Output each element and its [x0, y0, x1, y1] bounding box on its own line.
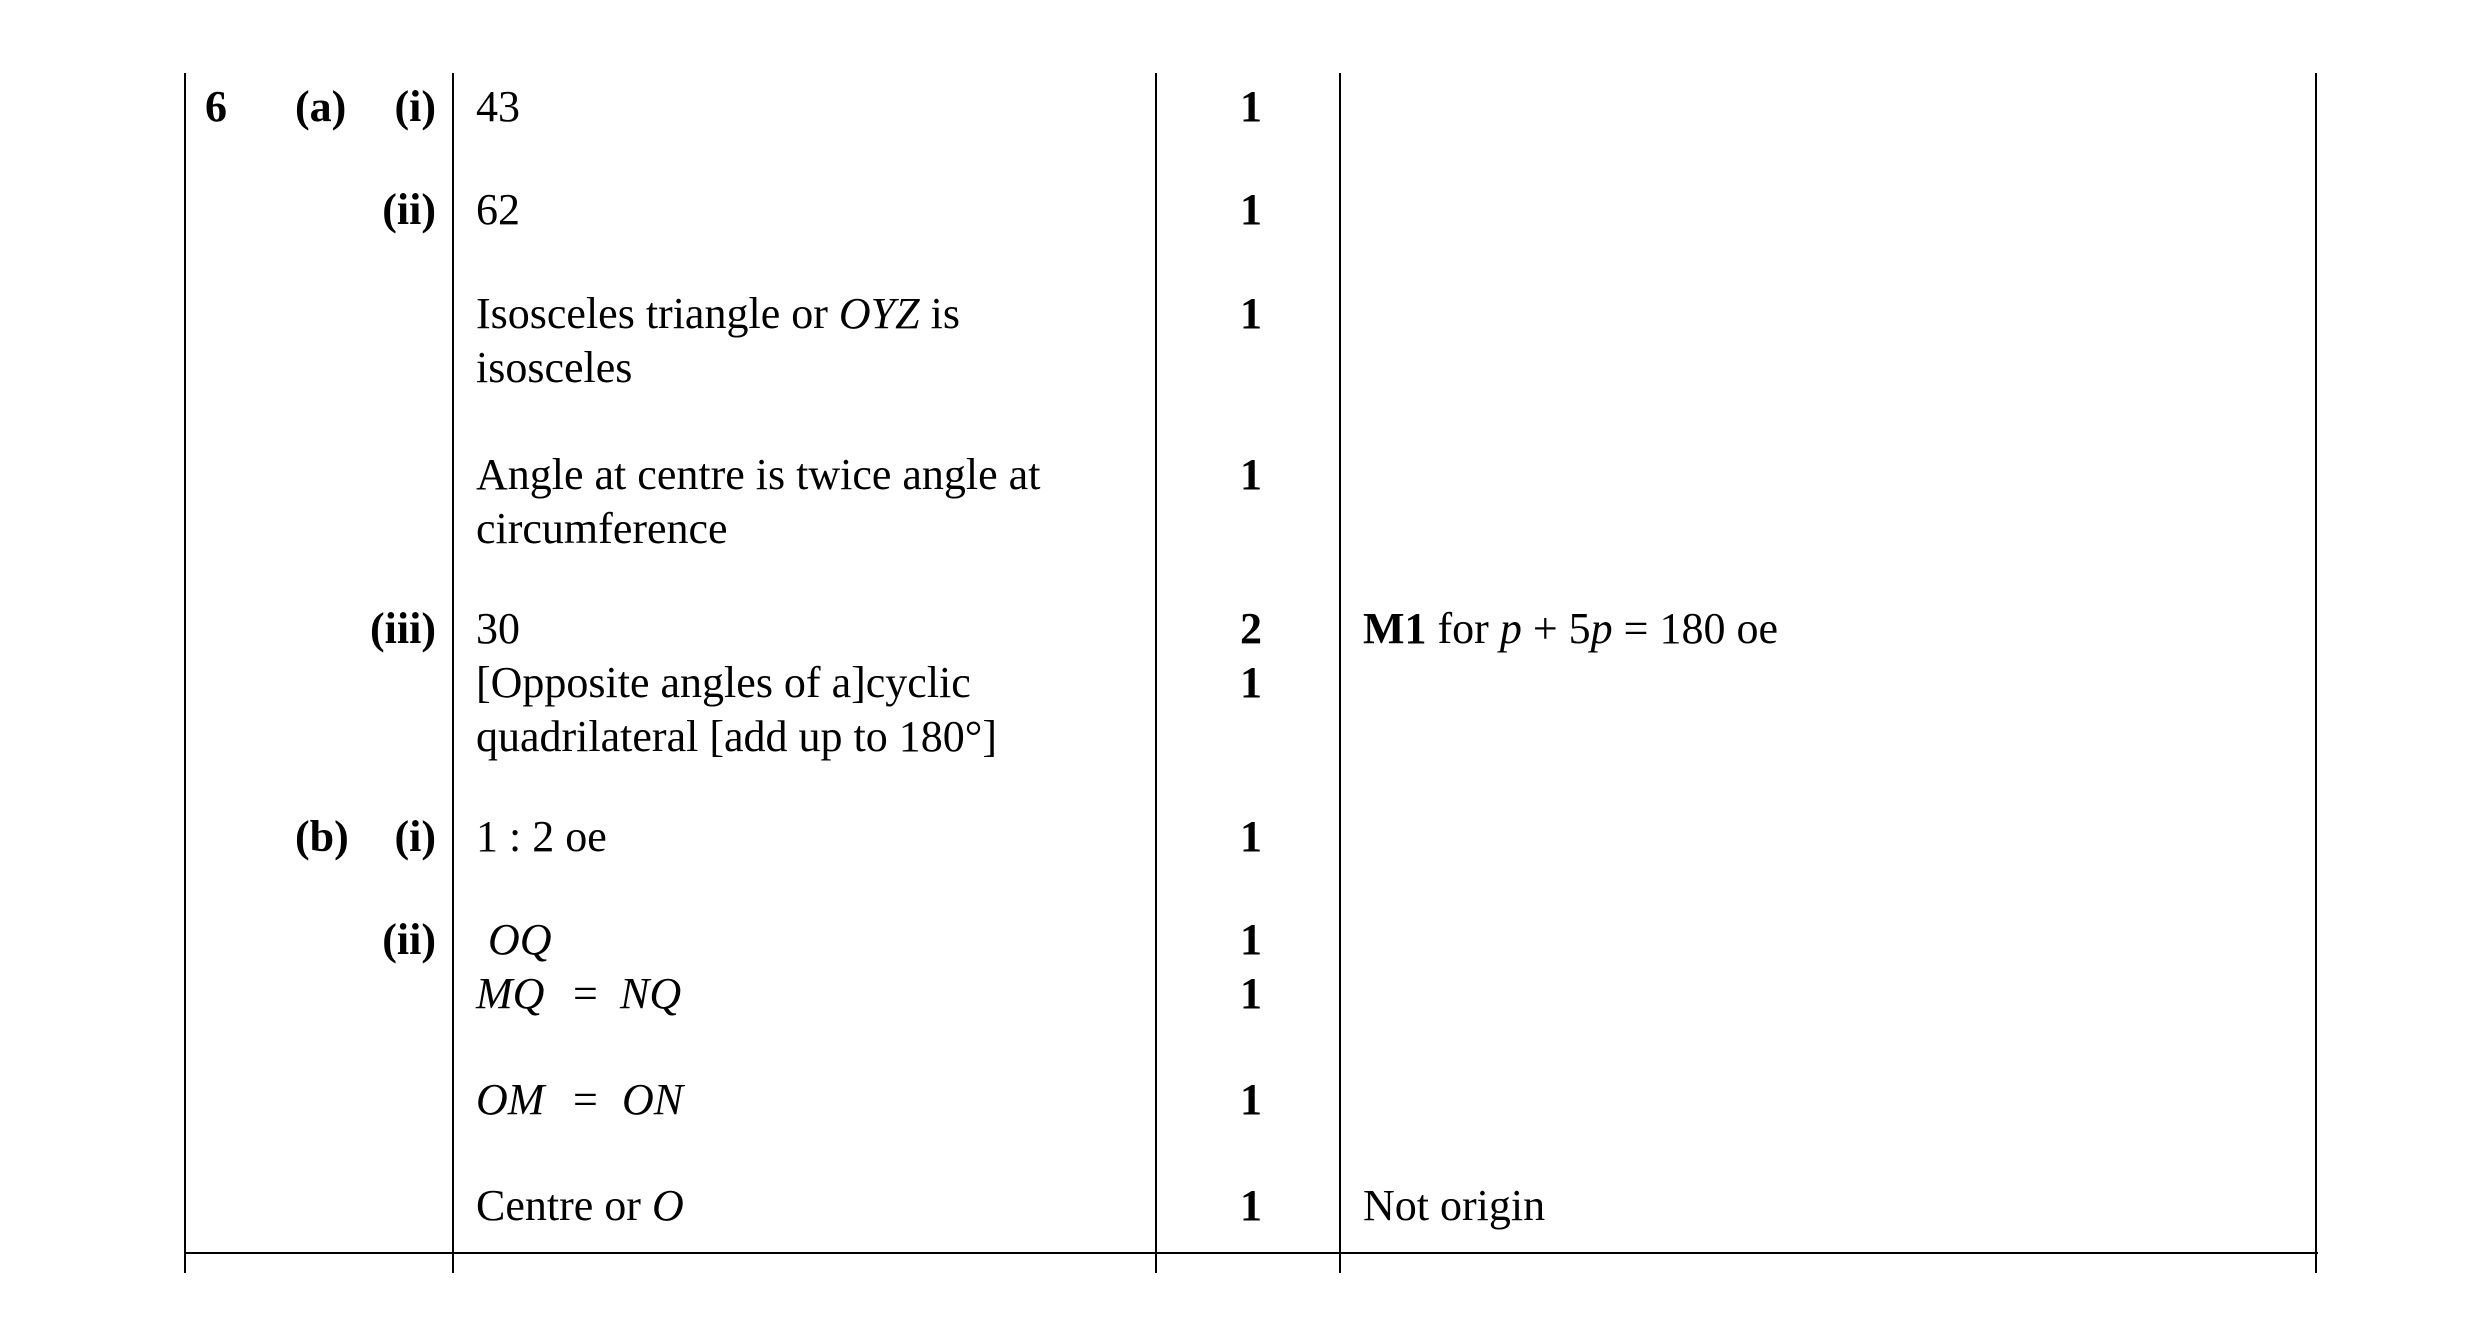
note-fragment: p — [1590, 604, 1613, 653]
mark: 1 — [1240, 658, 1262, 707]
question-number: 6 — [205, 82, 227, 131]
answer-fragment: O — [651, 1181, 684, 1230]
answer-text: [Opposite angles of a]cyclic — [476, 658, 971, 707]
mark: 1 — [1240, 1075, 1262, 1124]
method-mark: M1 — [1363, 604, 1427, 653]
answer-text: 62 — [476, 185, 520, 234]
part-label: (a) — [295, 82, 347, 131]
answer-text: isosceles — [476, 343, 633, 392]
table-bottom-rule — [184, 1252, 2318, 1254]
answer-fragment: OYZ — [838, 289, 920, 338]
mark: 1 — [1240, 289, 1262, 338]
table-divider-answer — [452, 73, 454, 1273]
mark: 1 — [1240, 185, 1262, 234]
subpart-label: (ii) — [382, 185, 436, 234]
answer-text: OM — [476, 1075, 545, 1124]
table-divider-marks — [1155, 73, 1157, 1273]
mark: 2 — [1240, 604, 1262, 653]
note-fragment: + 5 — [1521, 604, 1591, 653]
answer-text: = — [573, 969, 598, 1018]
part-label: (b) — [295, 812, 349, 861]
table-border-right — [2315, 73, 2317, 1273]
subpart-label: (iii) — [370, 604, 436, 653]
note-fragment: = 180 oe — [1612, 604, 1779, 653]
subpart-label: (i) — [394, 812, 436, 861]
answer-fragment: Isosceles triangle or — [476, 289, 839, 338]
answer-text: = — [573, 1075, 598, 1124]
answer-text: OQ — [488, 915, 552, 964]
answer-text — [476, 1179, 684, 1233]
mark: 1 — [1240, 450, 1262, 499]
table-border-left — [184, 73, 186, 1273]
answer-text: circumference — [476, 504, 728, 553]
note-fragment: p — [1499, 604, 1522, 653]
guidance-note: Not origin — [1363, 1181, 1546, 1230]
answer-text: Angle at centre is twice angle at — [476, 450, 1041, 499]
answer-text: MQ — [476, 969, 545, 1018]
answer-text: 1 : 2 oe — [476, 812, 607, 861]
subpart-label: (i) — [394, 82, 436, 131]
answer-text: 43 — [476, 82, 520, 131]
answer-text: 30 — [476, 604, 520, 653]
note-fragment: for — [1426, 604, 1500, 653]
mark: 1 — [1240, 812, 1262, 861]
guidance-note — [1363, 602, 1778, 656]
mark: 1 — [1240, 969, 1262, 1018]
mark: 1 — [1240, 1181, 1262, 1230]
answer-text: ON — [622, 1075, 684, 1124]
subpart-label: (ii) — [382, 915, 436, 964]
answer-text: quadrilateral [add up to 180°] — [476, 712, 997, 761]
mark: 1 — [1240, 915, 1262, 964]
mark: 1 — [1240, 82, 1262, 131]
answer-text — [476, 287, 960, 341]
answer-text: NQ — [620, 969, 682, 1018]
table-divider-notes — [1339, 73, 1341, 1273]
answer-fragment: is — [919, 289, 960, 338]
answer-fragment: Centre or — [476, 1181, 652, 1230]
